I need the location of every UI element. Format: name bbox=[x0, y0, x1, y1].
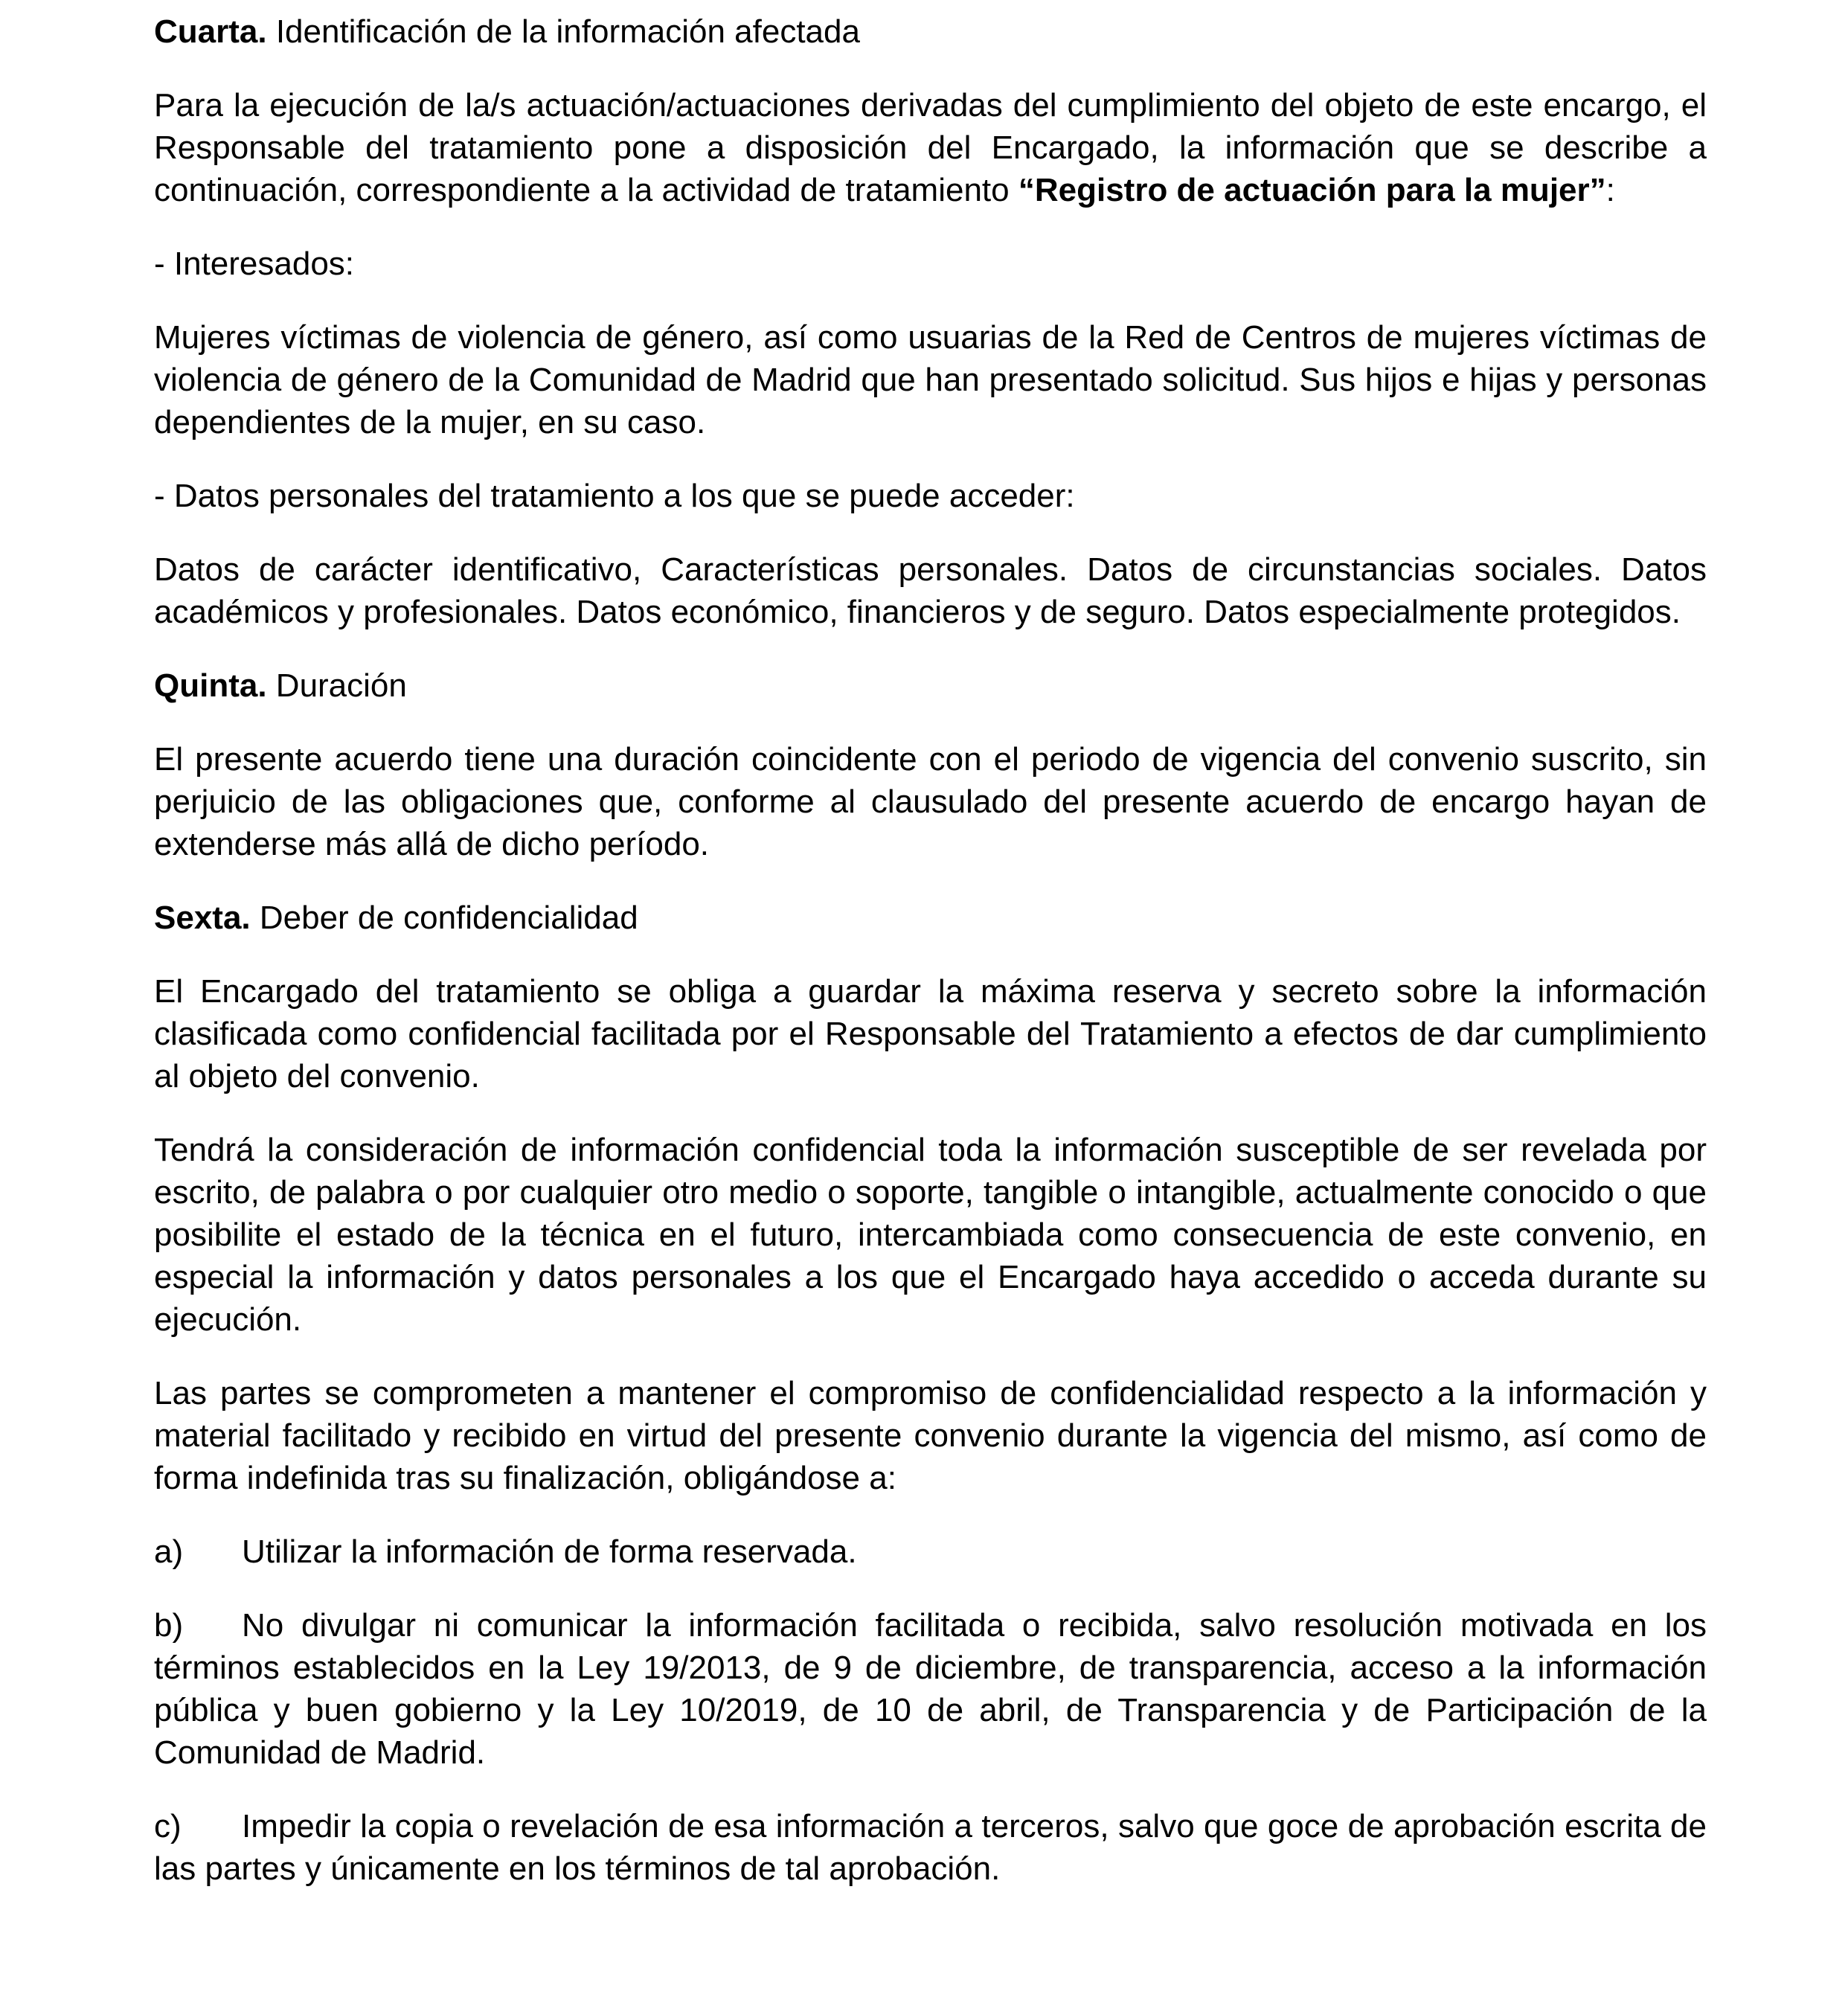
section-title: Identificación de la información afectada bbox=[266, 13, 860, 50]
list-item-text: Impedir la copia o revelación de esa información a terceros, salvo que goce de aprobación escrita de las partes y únicamente en los términos de tal aprobación. bbox=[154, 1808, 1707, 1887]
paragraph-text: Para la ejecución de la/s actuación/actuaciones derivadas del cumplimiento del objeto de este encargo, el Responsable del tratamiento pone a disposición del Encargado, la información que se describe a continuación, correspondiente a la actividad de tratamiento bbox=[154, 87, 1707, 208]
list-item-b bbox=[154, 1604, 1707, 1774]
paragraph-interesados-label bbox=[154, 243, 1707, 285]
section-title: Deber de confidencialidad bbox=[250, 900, 638, 936]
paragraph-text: Mujeres víctimas de violencia de género, así como usuarias de la Red de Centros de mujeres víctimas de violencia de género de la Comunidad de Madrid que han presentado solicitud. Sus hijos e hijas y personas dependientes de la mujer, en su caso. bbox=[154, 319, 1707, 440]
section-heading-quinta bbox=[154, 664, 1707, 707]
section-number: Sexta. bbox=[154, 900, 251, 936]
list-item-text: No divulgar ni comunicar la información facilitada o recibida, salvo resolución motivada en los términos establecidos en la Ley 19/2013, de 9 de diciembre, de transparencia, acceso a la información pública y buen gobierno y la Ley 10/2019, de 10 de abril, de Transparencia y de Participación de la Comunidad de Madrid. bbox=[154, 1607, 1707, 1771]
paragraph bbox=[154, 1372, 1707, 1499]
paragraph-datos-label bbox=[154, 475, 1707, 517]
paragraph bbox=[154, 970, 1707, 1097]
paragraph-text: Tendrá la consideración de información confidencial toda la información susceptible de ser revelada por escrito, de palabra o por cualquier otro medio o soporte, tangible o intangible, actualmente conocido o que posibilite el estado de la técnica en el futuro, intercambiada como consecuencia de este convenio, en especial la información y datos personales a los que el Encargado haya accedido o acceda durante su ejecución. bbox=[154, 1132, 1707, 1338]
section-heading-sexta bbox=[154, 897, 1707, 939]
list-item-marker: a) bbox=[154, 1533, 184, 1570]
paragraph-text: Datos de carácter identificativo, Características personales. Datos de circunstancias sociales. Datos académicos y profesionales. Datos económico, financieros y de seguro. Datos especialmente protegidos. bbox=[154, 551, 1707, 630]
section-number: Cuarta. bbox=[154, 13, 267, 50]
list-item-a bbox=[154, 1530, 1707, 1573]
section-heading-cuarta bbox=[154, 10, 1707, 53]
paragraph-text: : bbox=[1605, 172, 1615, 208]
list-item-text: Utilizar la información de forma reservada. bbox=[242, 1533, 857, 1570]
section-title: Duración bbox=[266, 667, 407, 704]
paragraph-text: Las partes se comprometen a mantener el compromiso de confidencialidad respecto a la información y material facilitado y recibido en virtud del presente convenio durante la vigencia del mismo, así como de forma indefinida tras su finalización, obligándose a: bbox=[154, 1375, 1707, 1496]
section-number: Quinta. bbox=[154, 667, 267, 704]
list-item-marker: b) bbox=[154, 1607, 184, 1644]
paragraph bbox=[154, 738, 1707, 865]
paragraph bbox=[154, 548, 1707, 633]
paragraph bbox=[154, 1129, 1707, 1341]
list-item-c bbox=[154, 1805, 1707, 1890]
list-item-marker: c) bbox=[154, 1808, 182, 1844]
paragraph-text: El Encargado del tratamiento se obliga a guardar la máxima reserva y secreto sobre la información clasificada como confidencial facilitada por el Responsable del Tratamiento a efectos de dar cumplimiento al objeto del convenio. bbox=[154, 973, 1707, 1094]
paragraph-text: - Datos personales del tratamiento a los que se puede acceder: bbox=[154, 478, 1075, 514]
paragraph-text: El presente acuerdo tiene una duración coincidente con el periodo de vigencia del convenio suscrito, sin perjuicio de las obligaciones que, conforme al clausulado del presente acuerdo de encargo hayan de extenderse más allá de dicho período. bbox=[154, 741, 1707, 862]
paragraph bbox=[154, 84, 1707, 211]
paragraph-text: - Interesados: bbox=[154, 246, 355, 282]
paragraph-text-bold: “Registro de actuación para la mujer” bbox=[1018, 172, 1606, 208]
paragraph bbox=[154, 316, 1707, 443]
